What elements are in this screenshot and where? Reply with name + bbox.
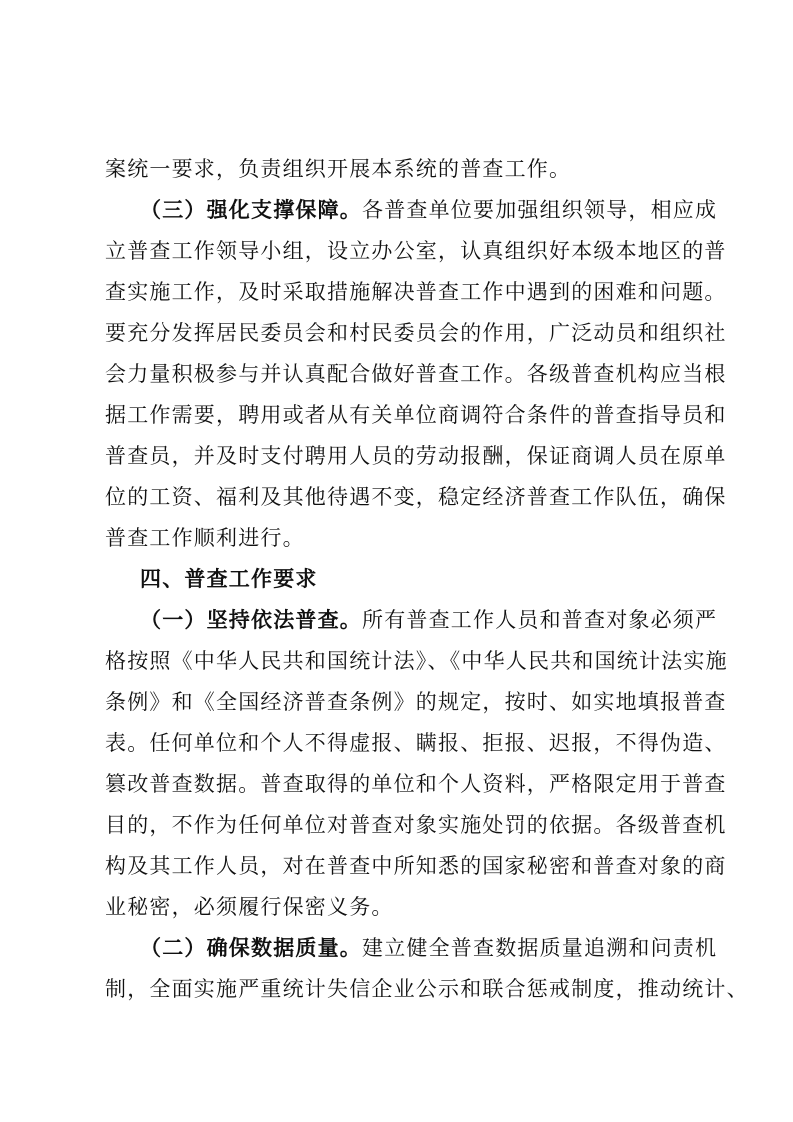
text-line-9: 普查工作顺利进行。 [105,526,305,550]
paragraph-3-title: （三）强化支撑保障。 [140,197,362,222]
paragraph-3-first-line [140,195,718,225]
text-line-8: 位的工资、福利及其他待遇不变，稳定经济普查工作队伍，确保 [105,485,727,509]
paragraph-4-2-first-line [140,933,718,963]
text-line-12: 表。任何单位和个人不得虚报、瞒报、拒报、迟报，不得伪造、 [105,731,727,755]
paragraph-4-1-title: （一）坚持依法普查。 [140,607,362,632]
text-line-1: 案统一要求，负责组织开展本系统的普查工作。 [105,157,572,181]
text-line-10: 格按照《中华人民共和国统计法》、《中华人民共和国统计法实施 [105,649,728,673]
text-line-2: 立普查工作领导小组，设立办公室，认真组织好本级本地区的普 [105,239,727,263]
paragraph-4-1-first-line [140,605,718,635]
paragraph-3-text: 各普查单位要加强组织领导，相应成 [362,198,718,222]
text-line-15: 构及其工作人员，对在普查中所知悉的国家秘密和普查对象的商 [105,854,727,878]
text-line-4: 要充分发挥居民委员会和村民委员会的作用，广泛动员和组织社 [105,321,727,345]
text-line-7: 普查员，并及时支付聘用人员的劳动报酬，保证商调人员在原单 [105,444,727,468]
paragraph-4-2-text: 建立健全普查数据质量追溯和问责机 [362,936,718,960]
text-line-6: 据工作需要，聘用或者从有关单位商调符合条件的普查指导员和 [105,403,727,427]
text-line-13: 篡改普查数据。普查取得的单位和个人资料，严格限定用于普查 [105,772,727,796]
text-line-14: 目的，不作为任何单位对普查对象实施处罚的依据。各级普查机 [105,813,727,837]
text-line-3: 查实施工作，及时采取措施解决普查工作中遇到的困难和问题。 [105,280,727,304]
text-line-5: 会力量积极参与并认真配合做好普查工作。各级普查机构应当根 [105,362,727,386]
paragraph-4-1-text: 所有普查工作人员和普查对象必须严 [362,608,718,632]
section-4-heading: 四、普查工作要求 [140,566,318,591]
text-line-17: 制，全面实施严重统计失信企业公示和联合惩戒制度，推动统计、 [105,977,749,1001]
paragraph-4-2-title: （二）确保数据质量。 [140,935,362,960]
text-line-16: 业秘密，必须履行保密义务。 [105,895,394,919]
text-line-11: 条例》和《全国经济普查条例》的规定，按时、如实地填报普查 [105,690,727,714]
